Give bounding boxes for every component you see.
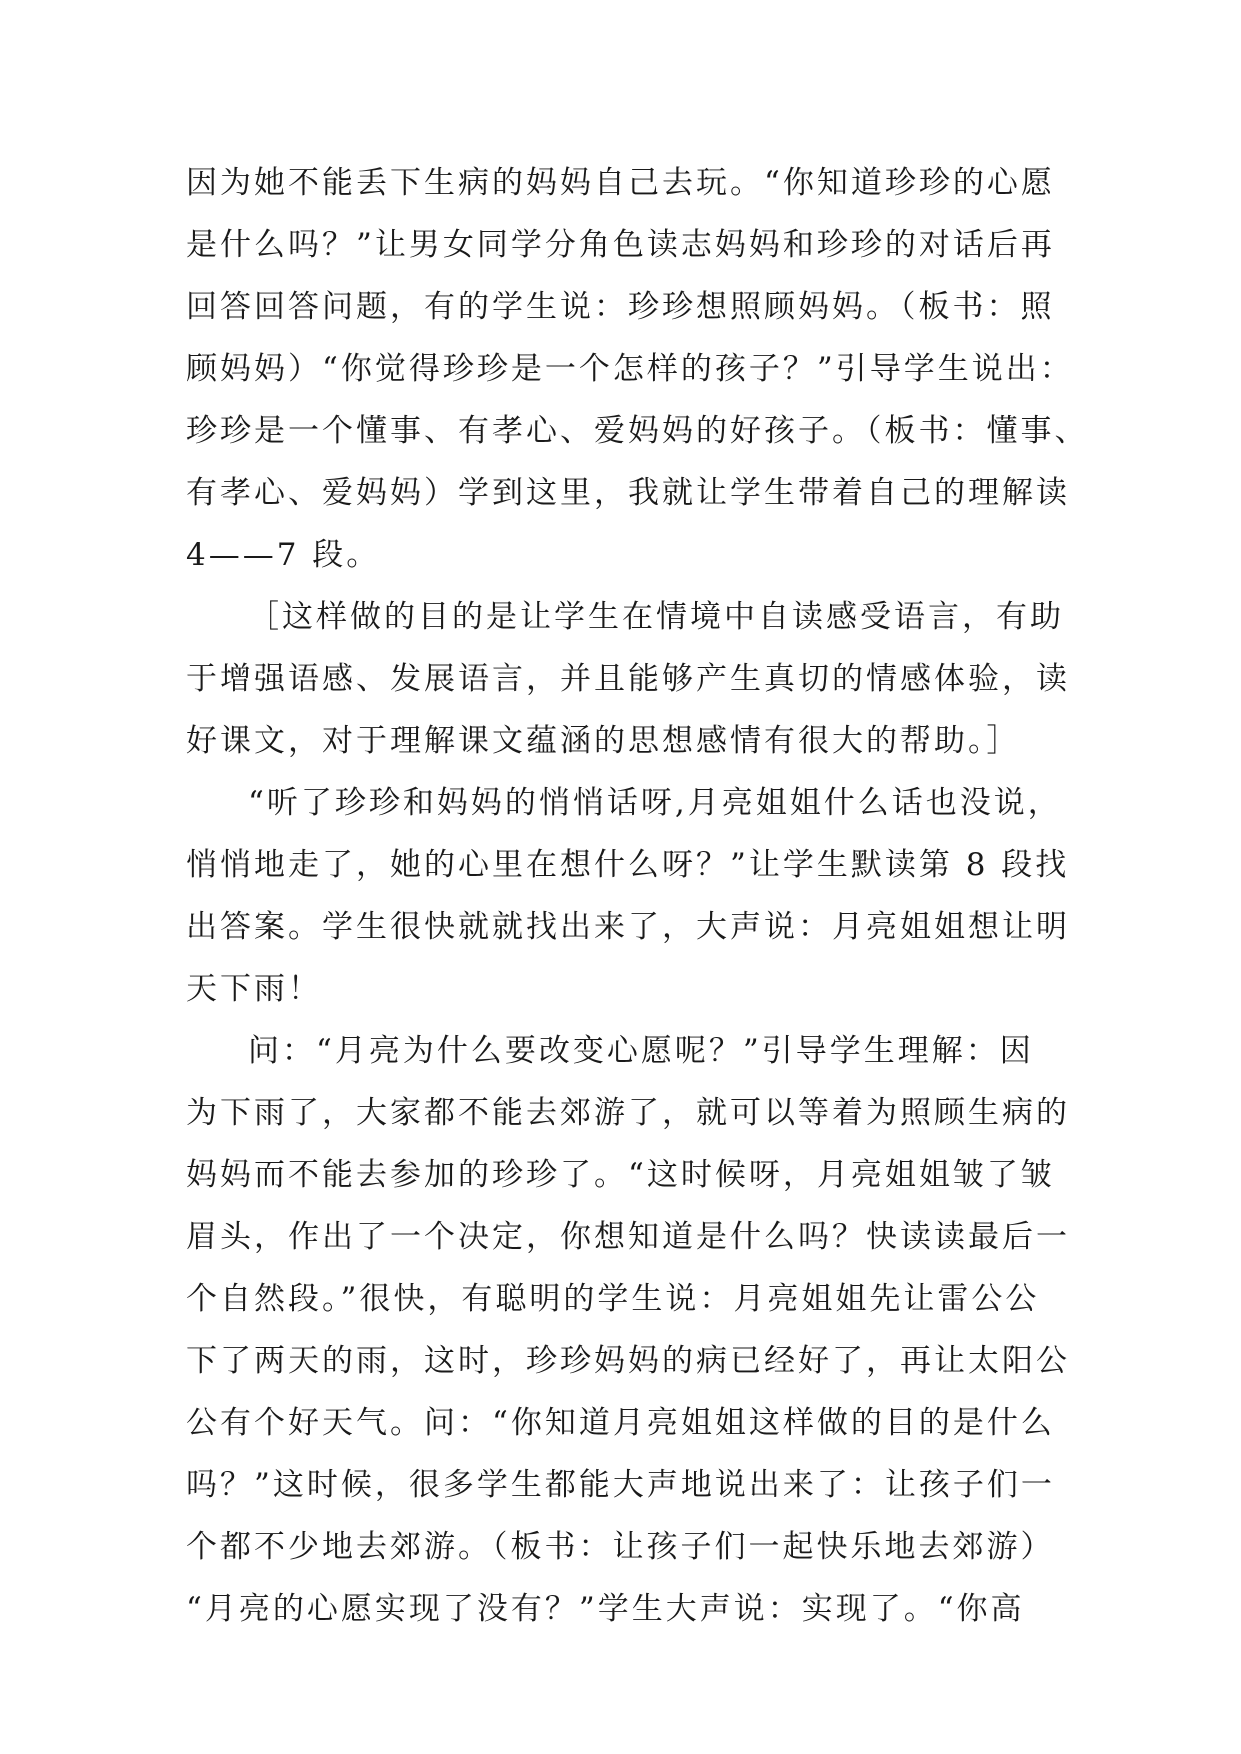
text-line: 妈妈而不能去参加的珍珍了。“这时候呀，月亮姐姐皱了皱 xyxy=(186,1157,1055,1193)
text-line: 下了两天的雨，这时，珍珍妈妈的病已经好了，再让太阳公 xyxy=(186,1343,1070,1379)
text-line: 个都不少地去郊游。（板书：让孩子们一起快乐地去郊游） xyxy=(186,1529,1055,1565)
text-line: 好课文，对于理解课文蕴涵的思想感情有很大的帮助。］ xyxy=(186,723,1021,759)
text-line: 天下雨！ xyxy=(186,971,322,1007)
text-line: 有孝心、爱妈妈）学到这里，我就让学生带着自己的理解读 xyxy=(186,475,1070,511)
text-line: 回答回答问题，有的学生说：珍珍想照顾妈妈。（板书：照 xyxy=(186,289,1055,325)
text-line-paragraph-start: 问：“月亮为什么要改变心愿呢？”引导学生理解：因 xyxy=(248,1033,1034,1069)
text-line: 出答案。学生很快就就找出来了，大声说：月亮姐姐想让明 xyxy=(186,909,1070,945)
text-line: 眉头，作出了一个决定，你想知道是什么吗？快读读最后一 xyxy=(186,1219,1070,1255)
text-line: 于增强语感、发展语言，并且能够产生真切的情感体验，读 xyxy=(186,661,1070,697)
text-line: 顾妈妈）“你觉得珍珍是一个怎样的孩子？”引导学生说出： xyxy=(186,351,1074,387)
text-line: 悄悄地走了，她的心里在想什么呀？”让学生默读第 8 段找 xyxy=(186,847,1070,883)
text-line: 因为她不能丢下生病的妈妈自己去玩。“你知道珍珍的心愿 xyxy=(186,165,1055,201)
text-line: 是什么吗？”让男女同学分角色读志妈妈和珍珍的对话后再 xyxy=(186,227,1055,263)
text-line-paragraph-start: ［这样做的目的是让学生在情境中自读感受语言，有助 xyxy=(248,599,1064,635)
text-line: 为下雨了，大家都不能去郊游了，就可以等着为照顾生病的 xyxy=(186,1095,1070,1131)
body-text xyxy=(186,152,1089,1640)
text-line: 4——7 段。 xyxy=(186,537,381,573)
text-line: 吗？”这时候，很多学生都能大声地说出来了：让孩子们一 xyxy=(186,1467,1055,1503)
text-line: 珍珍是一个懂事、有孝心、爱妈妈的好孩子。（板书：懂事、 xyxy=(186,413,1089,449)
text-line: 公有个好天气。问：“你知道月亮姐姐这样做的目的是什么 xyxy=(186,1405,1055,1441)
text-line-paragraph-start: “听了珍珍和妈妈的悄悄话呀,月亮姐姐什么话也没说， xyxy=(248,785,1062,821)
text-line: 个自然段。”很快，有聪明的学生说：月亮姐姐先让雷公公 xyxy=(186,1281,1040,1317)
text-line: “月亮的心愿实现了没有？”学生大声说：实现了。“你高 xyxy=(186,1591,1025,1627)
